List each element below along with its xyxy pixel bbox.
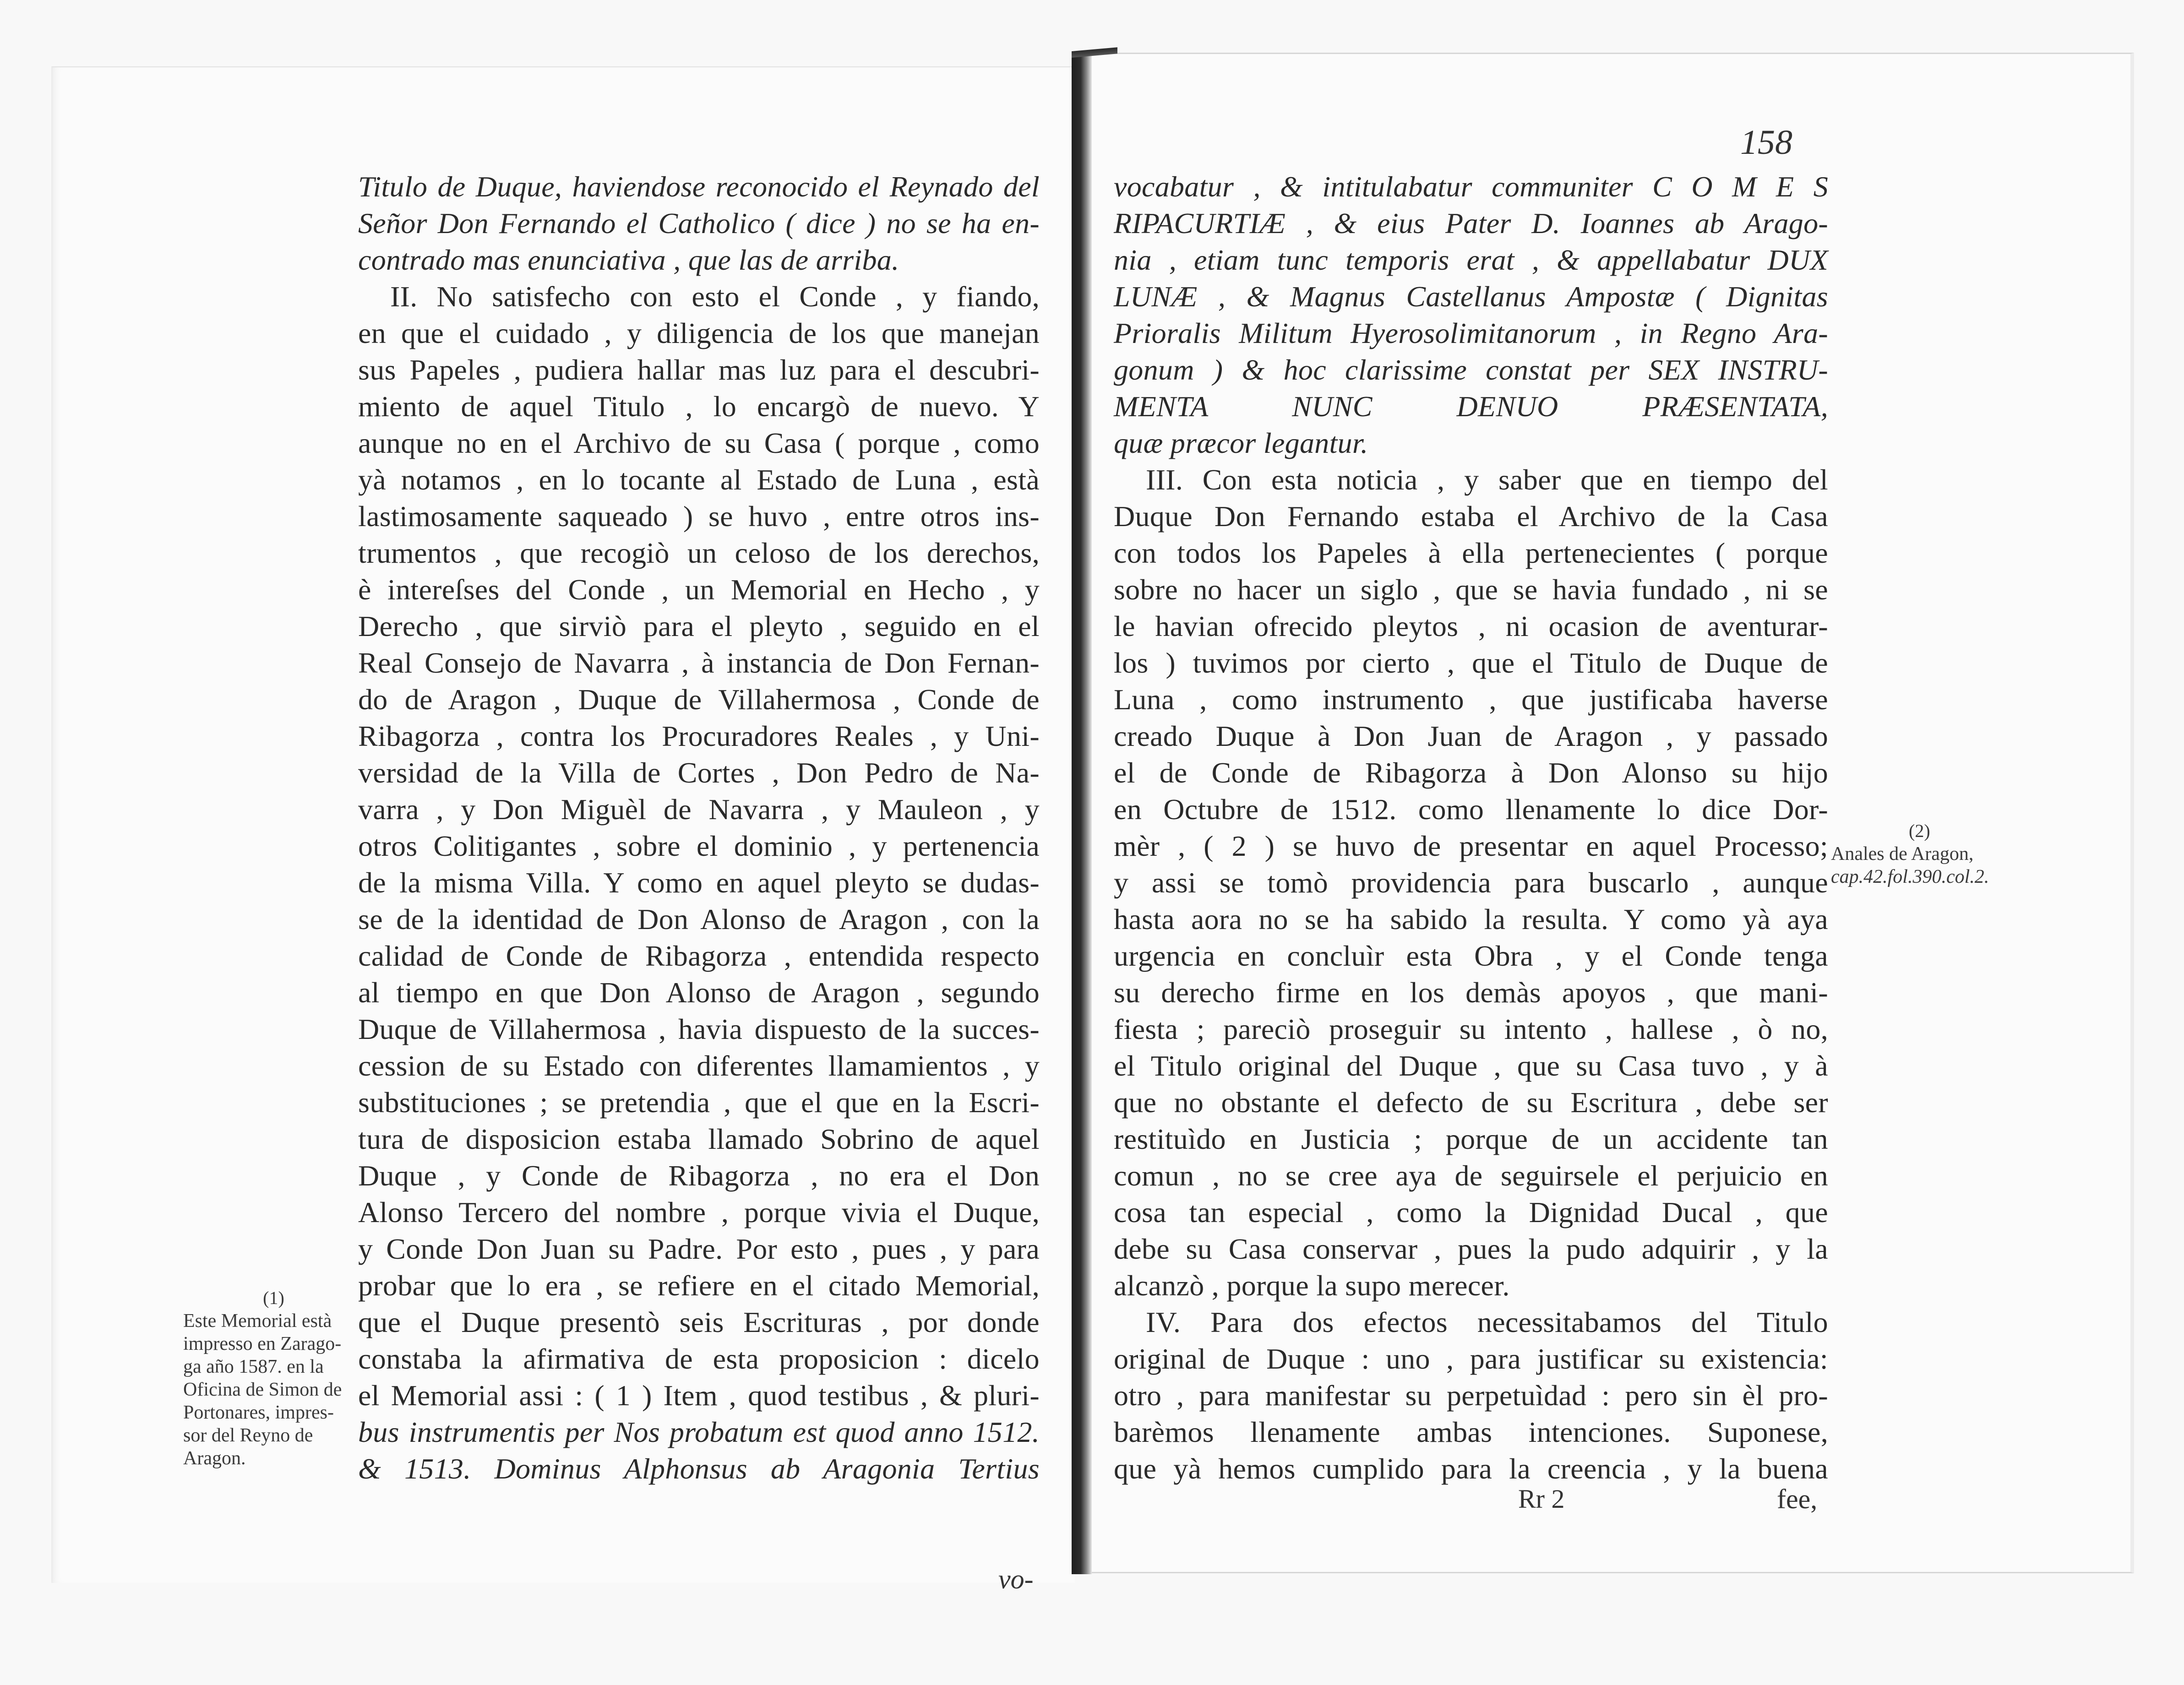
text-line-latin: quæ præcor legantur.	[1114, 427, 1368, 459]
note-line: cap.42.fol.390.col.2.	[1831, 866, 1989, 887]
text-line: al tiempo en que Don Alonso de Aragon , segundo	[358, 976, 1040, 1009]
note-line: Este Memorial està	[183, 1310, 332, 1332]
note-line: Aragon.	[183, 1448, 246, 1469]
margin-note-2	[1831, 820, 2032, 888]
text-line: barèmos llenamente ambas intenciones. Suponese,	[1114, 1416, 1828, 1448]
paragraph-iv-start: IV. Para dos efectos necessitabamos del Titulo	[1146, 1306, 1828, 1338]
text-line: comun , no se cree aya de seguirsele el perjuicio en	[1114, 1159, 1828, 1192]
text-line: trumentos , que recogiò un celoso de los derechos,	[358, 537, 1040, 569]
text-line: fiesta ; pareciò proseguir su intento , hallese , ò no,	[1114, 1013, 1828, 1045]
text-line: de la misma Villa. Y como en aquel pleyto se dudas-	[358, 866, 1040, 899]
text-line: aunque no en el Archivo de su Casa ( porque , como	[358, 427, 1040, 459]
text-line: el Titulo original del Duque , que su Casa tuvo , y à	[1114, 1049, 1828, 1082]
paragraph-ii-start: II. No satisfecho con esto el Conde , y fiando,	[390, 280, 1040, 313]
text-line: Real Consejo de Navarra , à instancia de Don Fernan-	[358, 647, 1040, 679]
page-number: 158	[1740, 123, 1792, 162]
text-line: versidad de la Villa de Cortes , Don Pedro de Na-	[358, 756, 1040, 789]
text-line: original de Duque : uno , para justificar su existencia:	[1114, 1343, 1828, 1375]
text-line: creado Duque à Don Juan de Aragon , y passado	[1114, 720, 1828, 752]
text-line: cosa tan especial , como la Dignidad Ducal , que	[1114, 1196, 1828, 1228]
text-line: restituìdo en Justicia ; porque de un accidente tan	[1114, 1123, 1828, 1155]
text-line: Señor Don Fernando el Catholico ( dice ) no se ha en-	[358, 207, 1040, 239]
note-line: impresso en Zarago-	[183, 1333, 342, 1354]
text-line-latin: MENTA NUNC DENUO PRÆSENTATA,	[1114, 390, 1828, 423]
text-line: su derecho firme en los demàs apoyos , que mani-	[1114, 976, 1828, 1009]
text-line: el de Conde de Ribagorza à Don Alonso su hijo	[1114, 756, 1828, 789]
text-line-latin: RIPACURTIÆ , & eius Pater D. Ioannes ab Arago-	[1114, 207, 1828, 239]
text-line: debe su Casa conservar , pues la pudo adquirir , y la	[1114, 1233, 1828, 1265]
text-line: se de la identidad de Don Alonso de Aragon , con la	[358, 903, 1040, 935]
text-line: urgencia en concluìr esta Obra , y el Conde tenga	[1114, 940, 1828, 972]
text-line: Duque , y Conde de Ribagorza , no era el Don	[358, 1159, 1040, 1192]
text-line: constaba la afirmativa de esta proposicion : dicelo	[358, 1343, 1040, 1375]
text-line: que el Duque presentò seis Escrituras , por donde	[358, 1306, 1040, 1338]
catchword-left: vo-	[998, 1564, 1034, 1594]
text-line: do de Aragon , Duque de Villahermosa , Conde de	[358, 683, 1040, 716]
text-line: Alonso Tercero del nombre , porque vivia el Duque,	[358, 1196, 1040, 1228]
text-line: y Conde Don Juan su Padre. Por esto , pues , y para	[358, 1233, 1040, 1265]
text-line-latin: bus instrumentis per Nos probatum est quod anno 1512.	[358, 1416, 1040, 1448]
text-line: tura de disposicion estaba llamado Sobrino de aquel	[358, 1123, 1040, 1155]
text-line: sus Papeles , pudiera hallar mas luz para el descubri-	[358, 353, 1040, 386]
text-line-latin: LUNÆ , & Magnus Castellanus Ampostæ ( Dignitas	[1114, 280, 1828, 313]
text-line: otros Colitigantes , sobre el dominio , y pertenencia	[358, 830, 1040, 862]
text-line: yà notamos , en lo tocante al Estado de Luna , està	[358, 463, 1040, 496]
text-line: Titulo de Duque, haviendose reconocido el Reynado del	[358, 170, 1040, 203]
note-line: Portonares, impres-	[183, 1402, 334, 1423]
text-line-latin: gonum ) & hoc clarissime constat per SEX INSTRU-	[1114, 353, 1828, 386]
note-line: Oficina de Simon de	[183, 1379, 342, 1400]
text-line: Ribagorza , contra los Procuradores Reales , y Uni-	[358, 720, 1040, 752]
text-line: Duque de Villahermosa , havia dispuesto de la succes-	[358, 1013, 1040, 1045]
text-line: le havian ofrecido pleytos , ni ocasion de aventurar-	[1114, 610, 1828, 642]
text-line: Derecho , que sirviò para el pleyto , seguido en el	[358, 610, 1040, 642]
note-number: (1)	[263, 1288, 284, 1308]
margin-note-1	[183, 1287, 364, 1470]
text-line-latin: vocabatur , & intitulabatur communiter C O M E S	[1114, 170, 1828, 203]
text-line-latin: Prioralis Militum Hyerosolimitanorum , in Regno Ara-	[1114, 317, 1828, 349]
text-line: Duque Don Fernando estaba el Archivo de la Casa	[1114, 500, 1828, 533]
text-line: calidad de Conde de Ribagorza , entendida respecto	[358, 940, 1040, 972]
text-line: los ) tuvimos por cierto , que el Titulo de Duque de	[1114, 647, 1828, 679]
note-line: ga año 1587. en la	[183, 1356, 324, 1377]
text-line-latin: nia , etiam tunc temporis erat , & appellabatur DUX	[1114, 244, 1828, 276]
text-line: lastimosamente saqueado ) se huvo , entre otros ins-	[358, 500, 1040, 533]
text-line: è intereſses del Conde , un Memorial en Hecho , y	[358, 573, 1040, 606]
catchword-right: fee,	[1777, 1484, 1818, 1514]
note-line: Anales de Aragon,	[1831, 843, 1974, 864]
text-line: contrado mas enunciativa , que las de arriba.	[358, 244, 899, 276]
book-gutter	[1072, 54, 1092, 1574]
text-line: hasta aora no se ha sabido la resulta. Y como yà aya	[1114, 903, 1828, 935]
text-line: probar que lo era , se refiere en el citado Memorial,	[358, 1269, 1040, 1302]
text-line: miento de aquel Titulo , lo encargò de nuevo. Y	[358, 390, 1040, 423]
text-line: en Octubre de 1512. como llenamente lo dice Dor-	[1114, 793, 1828, 826]
text-line: sobre no hacer un siglo , que se havia fundado , ni se	[1114, 573, 1828, 606]
text-line-latin: & 1513. Dominus Alphonsus ab Aragonia Tertius	[358, 1452, 1040, 1485]
text-line: y assi se tomò providencia para buscarlo , aunque	[1114, 866, 1828, 899]
text-line: que yà hemos cumplido para la creencia , y la buena	[1114, 1452, 1828, 1485]
note-line: sor del Reyno de	[183, 1425, 313, 1446]
text-line: otro , para manifestar su perpetuìdad : pero sin èl pro-	[1114, 1379, 1828, 1412]
text-line: alcanzò , porque la supo merecer.	[1114, 1269, 1510, 1302]
paragraph-iii-start: III. Con esta noticia , y saber que en tiempo del	[1146, 463, 1828, 496]
text-line: que no obstante el defecto de su Escritura , debe ser	[1114, 1086, 1828, 1119]
text-line: Luna , como instrumento , que justificaba haverse	[1114, 683, 1828, 716]
text-line: con todos los Papeles à ella pertenecientes ( porque	[1114, 537, 1828, 569]
note-number: (2)	[1909, 821, 1930, 841]
text-line: varra , y Don Miguèl de Navarra , y Mauleon , y	[358, 793, 1040, 826]
text-line: en que el cuidado , y diligencia de los que manejan	[358, 317, 1040, 349]
signature-mark: Rr 2	[1518, 1484, 1565, 1514]
text-line-with-latin: el Memorial assi : ( 1 ) Item , quod testibus , & pluri-	[358, 1379, 1040, 1412]
text-line: cession de su Estado con diferentes llamamientos , y	[358, 1049, 1040, 1082]
text-line: substituciones ; se pretendia , que el que en la Escri-	[358, 1086, 1040, 1119]
text-line: mèr , ( 2 ) se huvo de presentar en aquel Processo;	[1114, 830, 1828, 862]
